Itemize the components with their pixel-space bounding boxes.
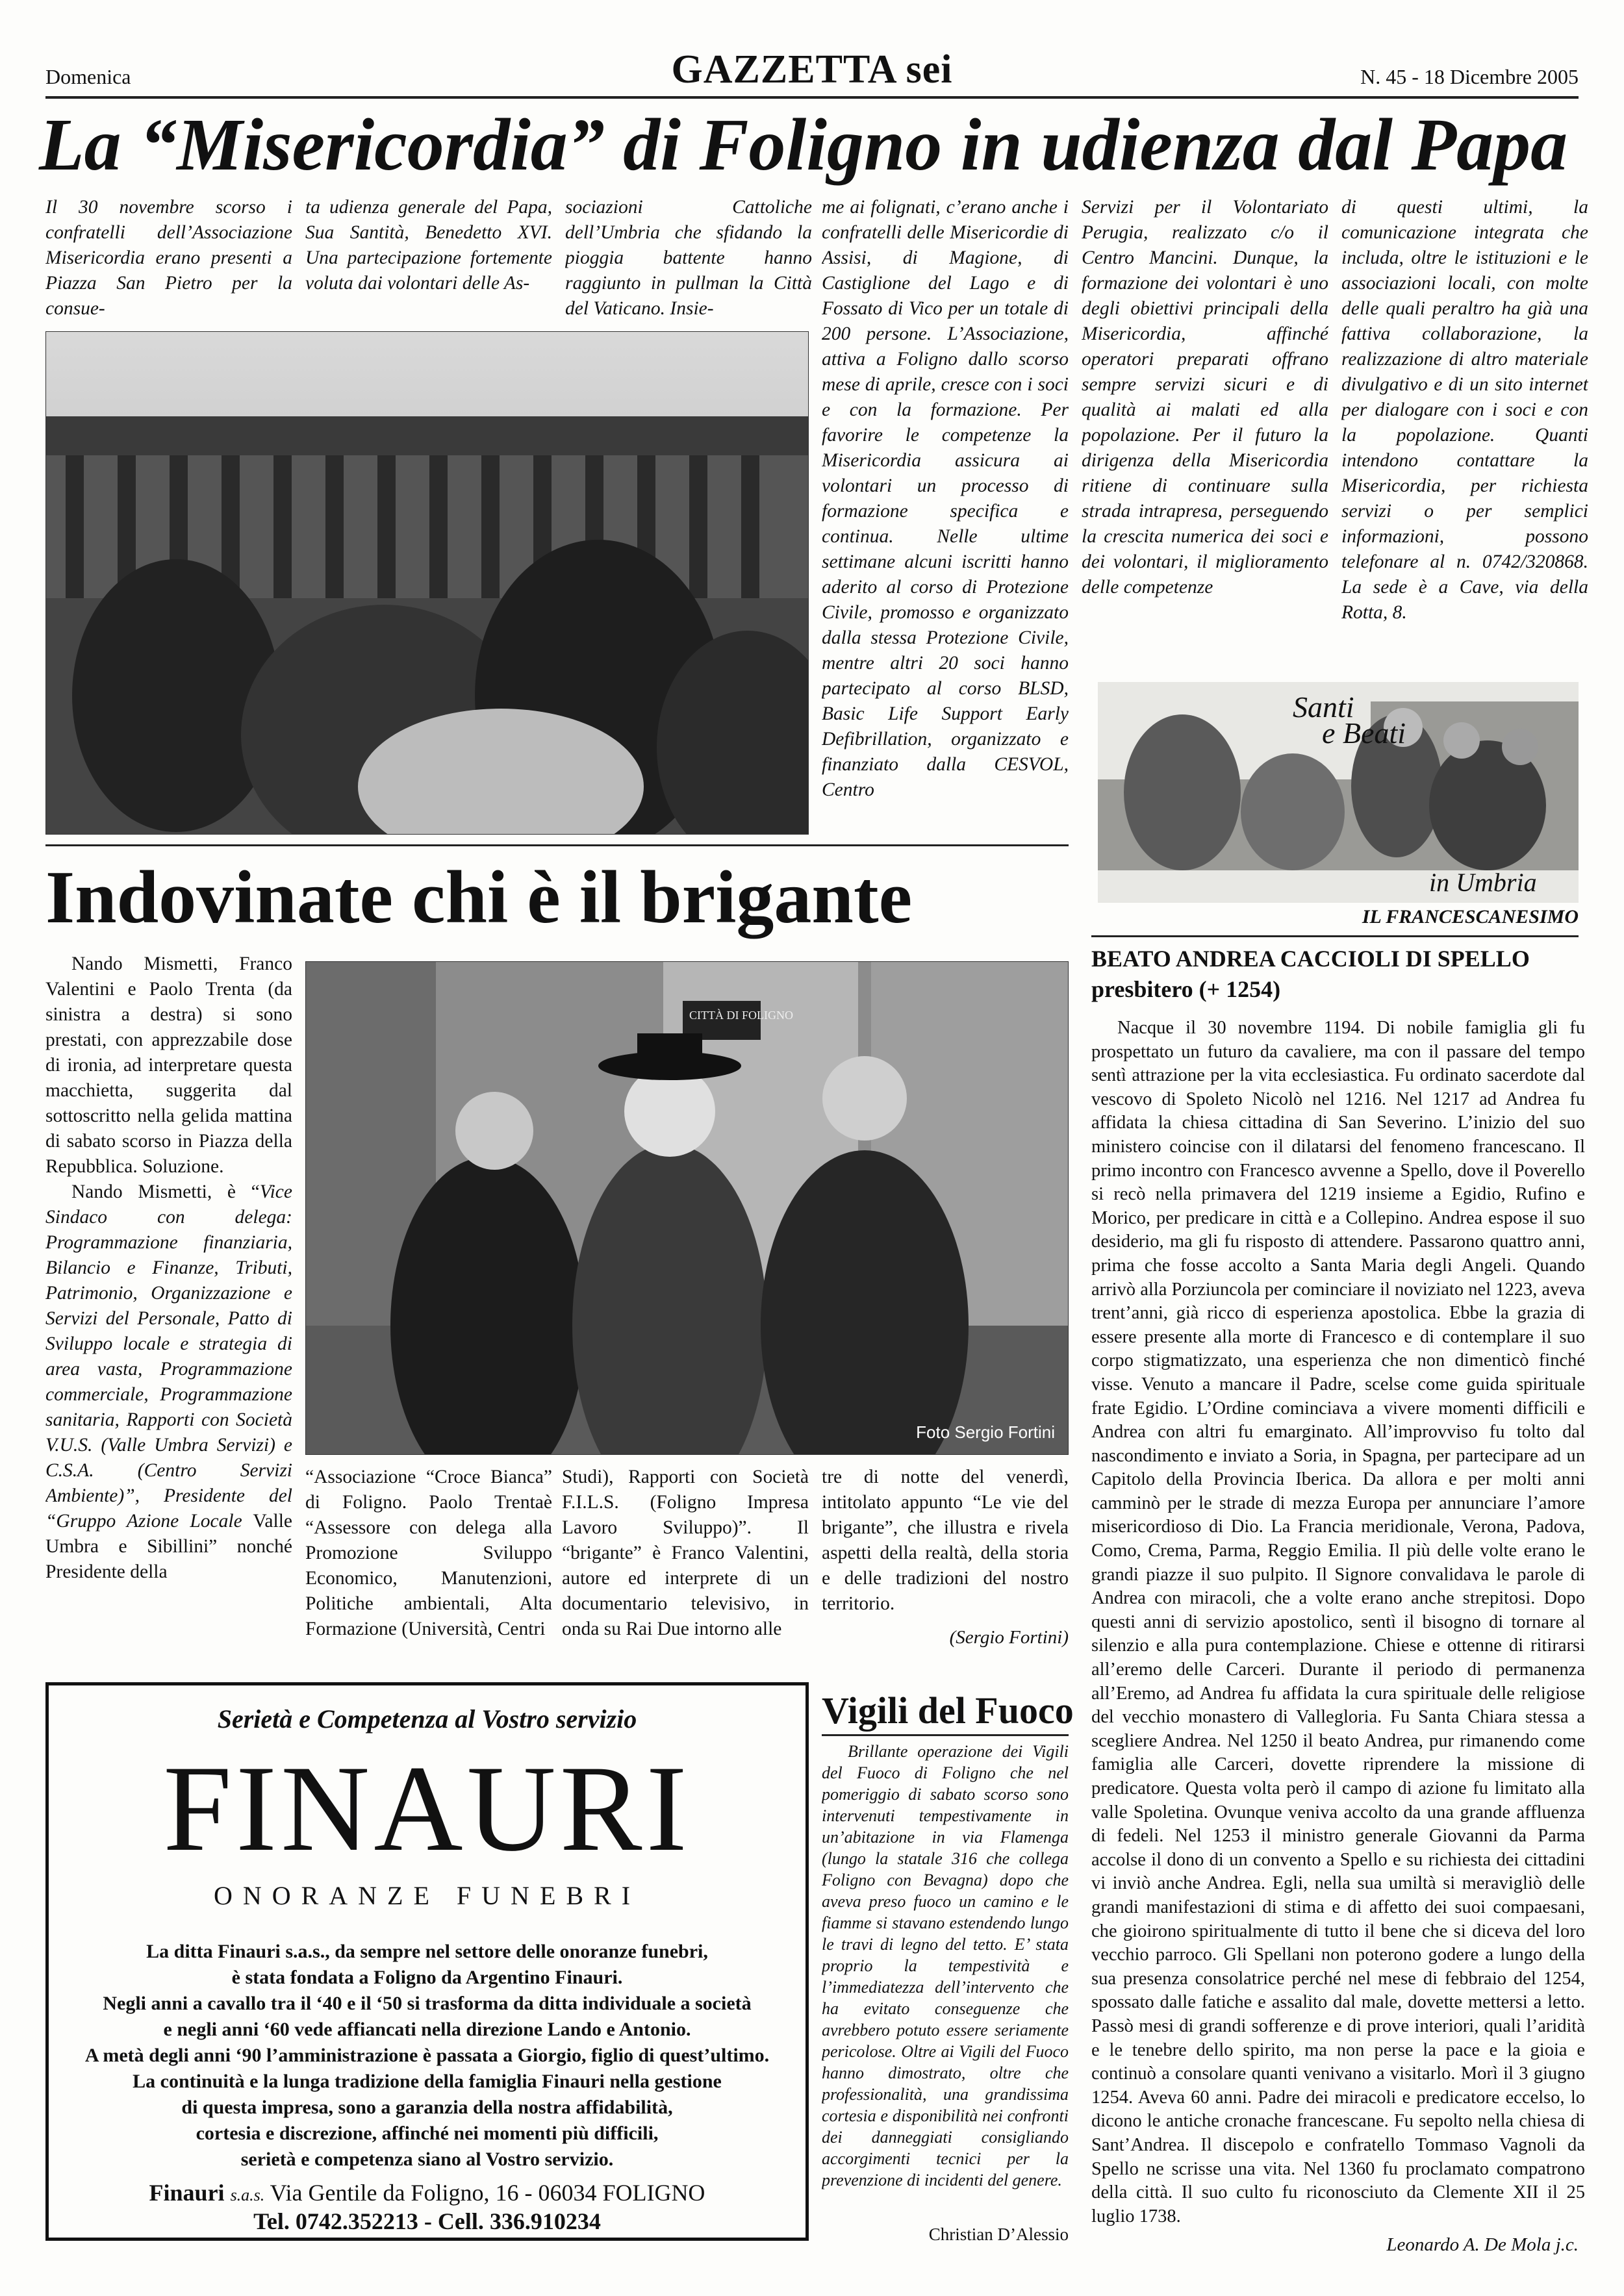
santi-title-3: in Umbria: [1429, 868, 1537, 897]
vigili-body: [822, 1741, 1069, 2218]
ad-line-5: A metà degli anni ‘90 l’amministrazione è passata a Giorgio, figlio di quest’ultimo.: [84, 2045, 770, 2066]
vigili-body-text: Brillante operazione dei Vigili del Fuoco di Foligno che nel pomeriggio di sabato scorso sono intervenuti tempestivamente in un’abitazione in via Flamenga (lungo la statale 316 che collega Foligno con Bevagna) dopo che aveva preso fuoco un camino e le fiamme si stavano estendendo lungo le travi di legno del tetto. E’ stata proprio la tempestività e l’immediatezza dell’intervento che ha evitato conseguenze che avrebbero potuto essere seriamente pericolose. Oltre ai Vigili del Fuoco hanno dimostrato, oltre che professionalità, una grandissima cortesia e disponibilità nei confronti dei danneggiati consigliando accorgimenti tecnici per la prevenzione di incidenti del genere.: [822, 1742, 1069, 2189]
finauri-ad: [45, 1682, 809, 2241]
article1-headline: La “Misericordia” di Foligno in udienza dal Papa: [39, 103, 1568, 186]
article2-left-p2c: Valle Umbra e Sibillini” nonché Presidente della: [45, 1511, 292, 1582]
ad-line-9: serietà e competenza siano al Vostro servizio.: [240, 2149, 614, 2170]
article2-left-p2a: Nando Mismetti, è “: [71, 1181, 260, 1202]
article1-col4: me ai folignati, c’erano anche i confratelli delle Misericordie di Assisi, di Magione, di Castiglione del Lago e di Fossato di Vico per un totale di 200 persone. L’Associazione, attiva a Foligno dallo scorso mese di aprile, cresce con i soci e con la formazione. Per favorire le competenze la Misericordia assicura ai volontari un processo di formazione specifica e continua. Nelle ultime settimane alcuni iscritti hanno aderito al corso di Protezione Civile, promosso e organizzato dalla stessa Protezione Civile, mentre altri 20 soci hanno partecipato al corso BLSD, Basic Life Support Early Defibrillation, organizzato e finanziato dalla CESVOL, Centro: [822, 197, 1069, 800]
article2-col-b1: “Associazione “Croce Bianca” di Foligno. Paolo Trentaè “Assessore con delega alla Promozione Sviluppo Economico, Manutenzioni, Politiche ambientali, Alta Formazione (Università, Centri: [305, 1467, 552, 1639]
ad-brand: FINAURI: [163, 1741, 691, 1877]
article1-col5: Servizi per il Volontariato Perugia, realizzato c/o il Centro Mancini. Dunque, la formazione dei volontari è uno degli obiettivi principali della Misericordia, affinché operatori preparati offrano sempre servizi sicuri e di qualità ai malati ed alla popolazione. Per il futuro la dirigenza della Misericordia ritiene di continuare sulla strada intrapresa, perseguendo la crescita numerica dei soci e dei volontari, il miglioramento delle competenze: [1082, 197, 1328, 598]
article1-col1: Il 30 novembre scorso i confratelli dell’Associazione Misericordia erano presenti a Piazza San Pietro per la consue-: [45, 197, 292, 319]
ad-line-6: La continuità e la lunga tradizione della famiglia Finauri nella gestione: [133, 2071, 722, 2092]
masthead-title: GAZZETTA sei: [671, 47, 953, 92]
ad-address-sas: s.a.s.: [230, 2186, 265, 2204]
vigili-signature: Christian D’Alessio: [928, 2225, 1069, 2244]
ad-line-8: cortesia e discrezione, affinché nei momenti più difficili,: [196, 2123, 659, 2144]
ad-line-1: La ditta Finauri s.a.s., da sempre nel settore delle onoranze funebri,: [146, 1941, 708, 1962]
article-divider: [45, 844, 1069, 846]
ad-address-name: Finauri: [149, 2180, 225, 2206]
ad-phones: Tel. 0742.352213 - Cell. 336.910234: [253, 2208, 601, 2234]
article2-left-p2: [45, 1180, 292, 1585]
santi-beati-image: [1098, 682, 1579, 903]
ad-line-2: è stata fondata a Foligno da Argentino Finauri.: [231, 1967, 623, 1988]
ad-address: [49, 2179, 806, 2206]
article2-col-b3: tre di notte del venerdì, intitolato appunto “Le vie del brigante”, che illustra e rivela aspetti della realtà, della storia e delle tradizioni del nostro territorio.: [822, 1467, 1069, 1614]
masthead-issue: N. 45 - 18 Dicembre 2005: [1360, 65, 1579, 88]
article2-col-b2: Studi), Rapporti con Società F.I.L.S. (Foligno Impresa Lavoro Sviluppo)”. Il “brigante” è Franco Valentini, autore ed interprete di un documentario televisivo, in onda su Rai Due intorno alle: [562, 1467, 809, 1639]
article2-left-column: [45, 952, 292, 1672]
vigili-headline: Vigili del Fuoco: [822, 1689, 1074, 1732]
article1-col2: ta udienza generale del Papa, Sua Santità, Benedetto XVI. Una partecipazione fortemente voluta dai volontari delle As-: [305, 197, 552, 294]
vatican-photo: [45, 331, 809, 835]
article2-left-p1: Nando Mismetti, Franco Valentini e Paolo Trenta (da sinistra a destra) si sono prestati, con apprezzabile dose di ironia, ad interpretare questa macchietta, suggerita dal sottoscritto nella gelida mattina di sabato scorso in Piazza della Repubblica. Soluzione.: [45, 953, 292, 1177]
ad-body: [49, 1939, 806, 2173]
article1-col6: di questi ultimi, la comunicazione integrata che includa, oltre le istituzioni e le associazioni locali, con molte delle quali peraltro ha già una fattiva collaborazione, la realizzazione di altro materiale divulgativo e di un sito internet per dialogare con i soci e con la popolazione. Quanti intendono contattare la Misericordia, per richiesta servizi o per semplici informazioni, possono telefonare al n. 0742/320868. La sede è a Cave, via della Rotta, 8.: [1341, 197, 1588, 623]
article1-col3: sociazioni Cattoliche dell’Umbria che sfidando la pioggia battente hanno raggiunto in pullman la Città del Vaticano. Insie-: [565, 197, 812, 319]
ad-address-street: Via Gentile da Foligno, 16 - 06034 FOLIGNO: [270, 2180, 705, 2206]
santi-title-2: e Beati: [1322, 716, 1406, 750]
ad-line-7: di questa impresa, sono a garanzia della nostra affidabilità,: [181, 2097, 673, 2118]
santi-title-1: Santi: [1293, 690, 1354, 724]
article2-left-p2b: Vice Sindaco con delega: Programmazione finanziaria, Bilancio e Finanze, Tributi, Patrimonio, Organizzazione e Servizi del Personale, Patto di Sviluppo locale e strategia di area vasta, Programmazione commerciale, Programmazione sanitaria, Rapporti con Società V.U.S. (Valle Umbra Servizi) e C.S.A. (Centro Servizi Ambiente)”, Presidente del “Gruppo Azione Locale: [45, 1181, 292, 1532]
vigili-rule: [822, 1734, 1069, 1736]
ad-subbrand: ONORANZE FUNEBRI: [213, 1881, 641, 1910]
ad-line-3: Negli anni a cavallo tra il ‘40 e il ‘50 si trasforma da ditta individuale a società: [103, 1993, 752, 2014]
article2-signature: (Sergio Fortini): [949, 1627, 1069, 1648]
brigante-photo-image: [306, 962, 1069, 1455]
masthead-rule: [45, 96, 1579, 99]
photo-credit: Foto Sergio Fortini: [916, 1422, 1055, 1442]
santi-rule: [1091, 935, 1579, 937]
brigante-photo: [305, 961, 1069, 1455]
city-sign: CITTÀ DI FOLIGNO: [689, 1009, 793, 1022]
ad-tagline: Serietà e Competenza al Vostro servizio: [217, 1704, 637, 1734]
masthead-day: Domenica: [45, 65, 131, 88]
beato-signature: Leonardo A. De Mola j.c.: [1386, 2234, 1579, 2255]
beato-body-text: Nacque il 30 novembre 1194. Di nobile famiglia gli fu prospettato un futuro da cavaliere, ma con il passare del tempo sentì attrazione per la vita ecclesiastica. Fu ordinato sacerdote dal vescovo di Spoleto Nicolò nel 1216. Nel 1217 ad Andrea fu affidata la chiesa cittadina di San Severino. L’inizio del suo ministero coincise con il dilatarsi del fenomeno francescano. Il primo incontro con Francesco avvenne a Spello, dove il Poverello si recò nella primavera del 1219 insieme a Egidio, Rufino e Morico, per predicare in città e a Collepino. Andrea espose il suo desiderio, ma gli fu risposto di attendere. Passarono quattro anni, prima che fosse accolto a Santa Maria degli Angeli. Quando arrivò alla Porziuncola per cominciare il noviziato nel 1223, aveva trent’anni, già ricco di esperienza apostolica. Ebbe la grazia di essere presente alla morte di Francesco e di contemplare il suo corpo stigmatizzato, una esperienza che non dimenticò finché visse. Venuto a mancare il Padre, scelse come guida spirituale frate Egidio. L’Ordine cominciava a vivere momenti difficili e Andrea con altri fu emarginato. All’improvviso fu tolto dal nascondimento e inviato a Soria, in Spagna, per partecipare ad un Capitolo della Provincia Iberica. Da allora e per molti anni camminò per le strade di mezza Europa per annunciare l’amore misericordioso di Dio. La Francia meridionale, Verona, Padova, Como, Crema, Parma, Reggio Emilia. Il più delle volte erano le grandi piazze il suo pulpito. Il Signore convalidava le parole di Andrea con miracoli, che a volte erano anche strepitosi. Dopo questi anni di servizio apostolico, sentì il bisogno di tornare al silenzio e alla pura contemplazione. Chiese e ottenne di ritirarsi all’eremo delle Carceri. Durante il periodo di permanenza all’Eremo, ad Andrea fu affidata la cura spirituale delle religiose del vecchio monastero di Vallegloria. Fu Santa Chiara stessa a scegliere Andrea. Nel 1250 il beato Andrea, pur rimanendo come famiglia alle Carceri, dovette riprendere la missione di predicatore. Questa volta però il campo di azione fu limitato alla valle Spoletina. Ovunque veniva accolto da una grande affluenza di fedeli. Nel 1253 il ministro generale Giovanni da Parma accolse il dono di un convento a Spello e su richiesta dei cittadini vi inviò anche Andrea. Egli, nella sua umiltà si meravigliò delle grandi manifestazioni di stima e di affetto dei suoi compaesani, che gioirono spiritualmente di tutto il bene che si diceva del loro vecchio parroco. Gli Spellani non poterono godere a lungo della sua presenza consolatrice perché nel mese di febbraio del 1254, spossato dalle fatiche e assalito dal male, dovette mettersi a letto. Passò mesi di grandi sofferenze e di prove interiori, quali l’aridità e le tenebre dello spirito, ma non perse la pace e la gioia e continuò a consolare quanti venivano a visitarlo. Morì il 3 giugno 1254. Aveva 60 anni. Padre dei miracoli e predicatore eccelso, lo dicono le antiche cronache francescane. Fu sepolto nella chiesa di Sant’Andrea. Il discepolo e confratello Tommaso Vagnoli da Spello ne scrisse una vita. Nel 1360 fu proclamato compatrono della città. Il suo culto fu riconosciuto da Clemente XII il 25 luglio 1738.: [1091, 1018, 1585, 2227]
beato-title: BEATO ANDREA CACCIOLI DI SPELLO: [1091, 946, 1530, 972]
article2-headline: Indovinate chi è il brigante: [45, 856, 913, 939]
vatican-photo-image: [46, 332, 809, 835]
beato-body: [1091, 1016, 1585, 2228]
santi-section-label: IL FRANCESCANESIMO: [1362, 906, 1579, 927]
ad-line-4: e negli anni ‘60 vede affiancati nella direzione Lando e Antonio.: [163, 2019, 691, 2040]
beato-subtitle: presbitero (+ 1254): [1091, 976, 1281, 1002]
